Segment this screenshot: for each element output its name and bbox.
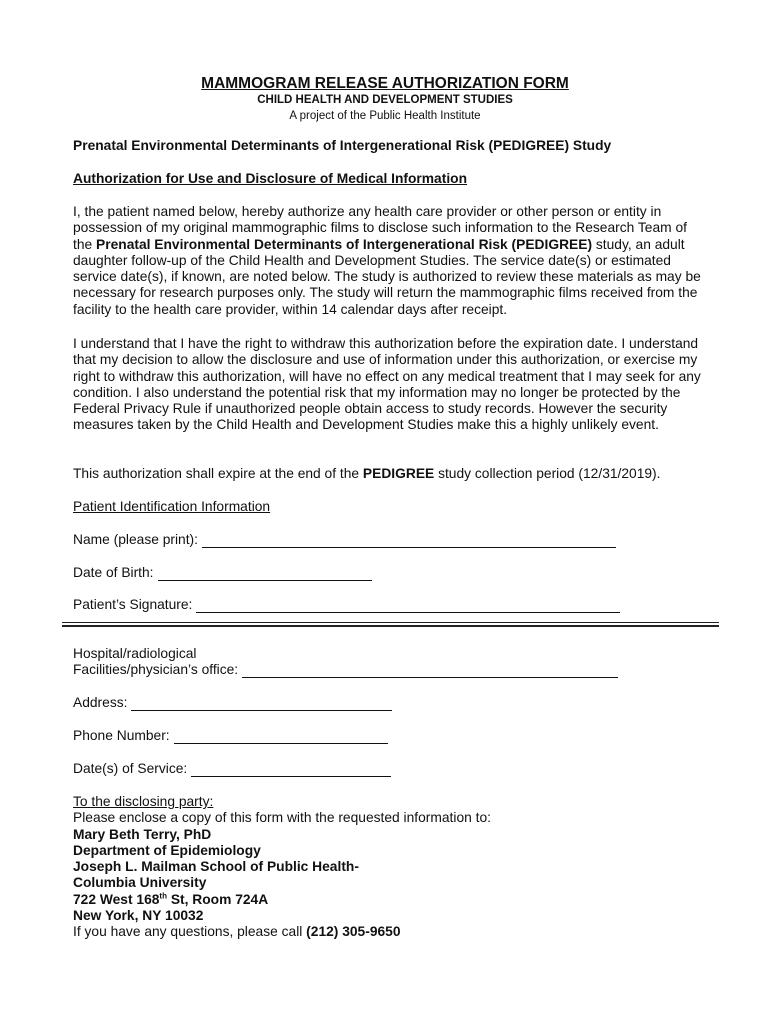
service-date-label: Date(s) of Service: bbox=[73, 761, 188, 776]
study-title: Prenatal Environmental Determinants of Intergenerational Risk (PEDIGREE) Study bbox=[73, 138, 612, 153]
authorization-paragraph bbox=[73, 204, 703, 318]
facility-label: Facilities/physician’s office: bbox=[73, 662, 239, 677]
dob-field-row bbox=[73, 565, 372, 581]
address-label: Address: bbox=[73, 695, 128, 710]
contact-city: New York, NY 10032 bbox=[73, 908, 204, 924]
expiration-study-bold: PEDIGREE bbox=[362, 466, 435, 481]
contact-phone: (212) 305-9650 bbox=[306, 924, 401, 940]
form-title: MAMMOGRAM RELEASE AUTHORIZATION FORM bbox=[201, 75, 569, 92]
contact-name: Mary Beth Terry, PhD bbox=[73, 826, 212, 842]
signature-field-row bbox=[73, 597, 620, 613]
expiration-paragraph bbox=[73, 466, 703, 482]
street-rest: St, Room 724A bbox=[166, 891, 269, 907]
phone-input-line[interactable] bbox=[174, 730, 388, 744]
section-divider-thick bbox=[62, 625, 719, 627]
section-heading: Authorization for Use and Disclosure of Medical Information bbox=[73, 171, 468, 186]
address-field-row bbox=[73, 695, 392, 711]
name-label: Name (please print): bbox=[73, 532, 198, 547]
expiration-text-part2: study collection period (12/31/2019). bbox=[434, 466, 661, 481]
service-date-input-line[interactable] bbox=[191, 763, 391, 777]
questions-text: If you have any questions, please call bbox=[73, 924, 307, 940]
disclosing-heading: To the disclosing party: bbox=[73, 794, 214, 809]
contact-department: Department of Epidemiology bbox=[73, 842, 261, 858]
contact-university: Columbia University bbox=[73, 875, 207, 891]
signature-input-line[interactable] bbox=[196, 599, 620, 613]
organization-subtitle: A project of the Public Health Institute bbox=[289, 110, 481, 122]
contact-street bbox=[73, 892, 491, 908]
patient-id-heading: Patient Identification Information bbox=[73, 499, 271, 514]
authorization-text-part2: study, an adult daughter follow-up of the Child Health and Development Studies. The service date(s) or estimated service date(s), if known, are noted below. The study is authorized to review these materials as may be necessary for research purposes only. The study will return the mammographic films received from the facility to the health care provider, within 14 calendar days after receipt. bbox=[73, 236, 701, 317]
dob-label: Date of Birth: bbox=[73, 565, 154, 580]
withdrawal-paragraph: I understand that I have the right to withdraw this authorization before the expiration date. I understand that my decision to allow the disclosure and use of information under this authorization, or exercise my right to withdraw this authorization, will have no effect on any medical treatment that I may seek for any condition. I also understand the potential risk that my information may no longer be protected by the Federal Privacy Rule if unauthorized people obtain access to study records. However the security measures taken by the Child Health and Development Studies make this a highly unlikely event. bbox=[73, 336, 701, 433]
authorization-text-part1: I, the patient named below, hereby authorize any health care provider or other person or entity in possession of my original mammographic films to disclose such information to the Research Team of the bbox=[73, 204, 687, 252]
disclosing-party-block bbox=[73, 794, 491, 941]
contact-school: Joseph L. Mailman School of Public Health- bbox=[73, 859, 359, 875]
facility-field-row bbox=[73, 662, 618, 678]
street-ordinal: th bbox=[159, 891, 167, 901]
facility-input-line[interactable] bbox=[242, 664, 618, 678]
form-header bbox=[0, 74, 770, 124]
expiration-text-part1: This authorization shall expire at the end of the bbox=[73, 466, 363, 481]
section-divider bbox=[62, 622, 719, 623]
phone-field-row bbox=[73, 728, 388, 744]
study-name-bold: Prenatal Environmental Determinants of Intergenerational Risk (PEDIGREE) bbox=[96, 236, 593, 252]
service-date-field-row bbox=[73, 761, 391, 777]
signature-label: Patient’s Signature: bbox=[73, 597, 193, 612]
facility-label-line1: Hospital/radiological bbox=[73, 646, 197, 661]
street-number: 722 West 168 bbox=[73, 891, 160, 907]
name-input-line[interactable] bbox=[202, 534, 616, 548]
organization-name: CHILD HEALTH AND DEVELOPMENT STUDIES bbox=[257, 94, 513, 106]
phone-label: Phone Number: bbox=[73, 728, 170, 743]
disclosing-instruction: Please enclose a copy of this form with the requested information to: bbox=[73, 810, 491, 826]
dob-input-line[interactable] bbox=[158, 567, 372, 581]
address-input-line[interactable] bbox=[131, 697, 392, 711]
name-field-row bbox=[73, 532, 616, 548]
questions-line bbox=[73, 924, 491, 940]
